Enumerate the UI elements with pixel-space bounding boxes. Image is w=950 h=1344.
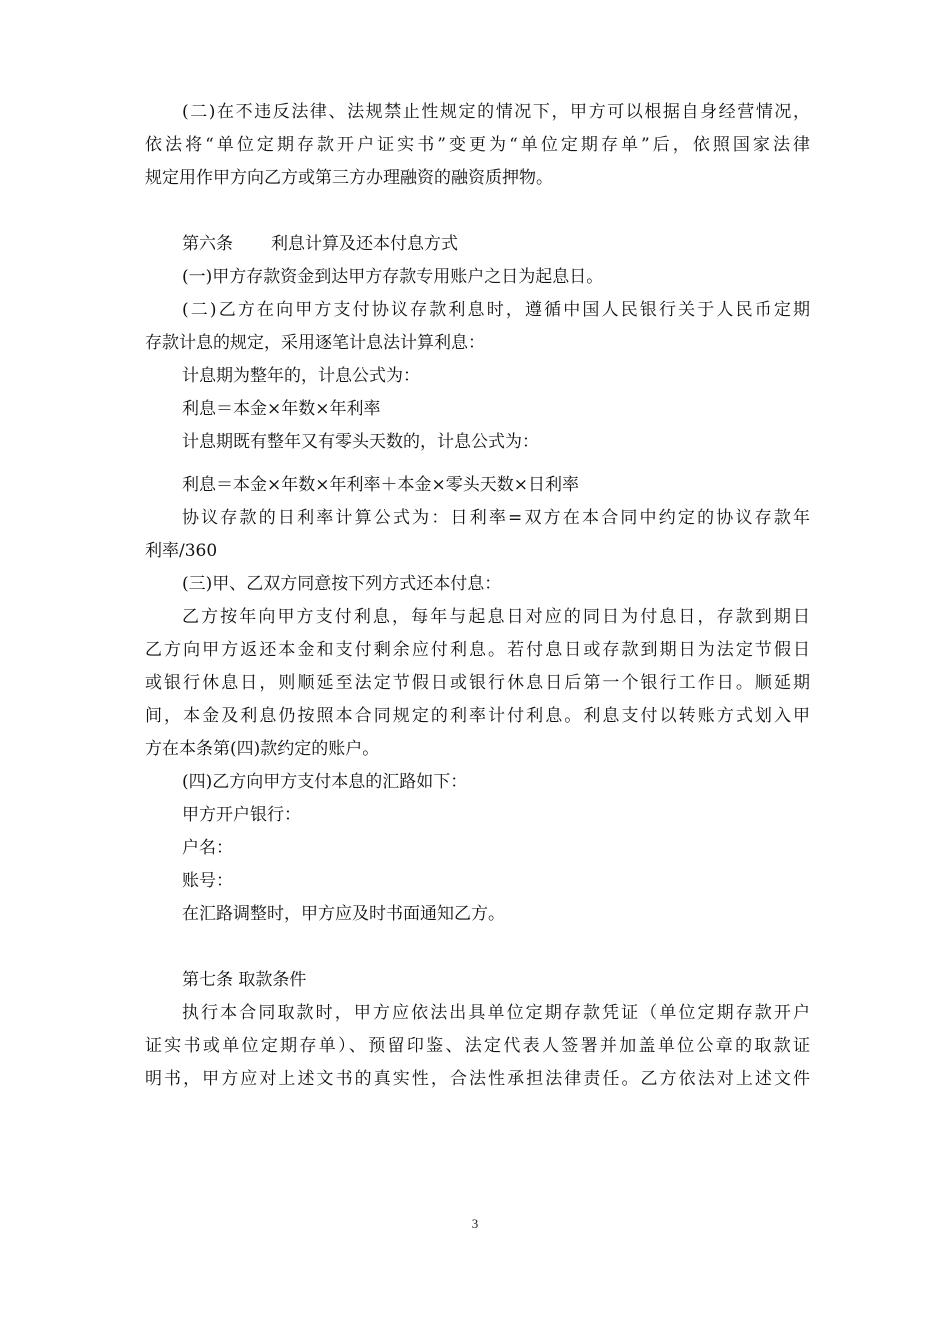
text-line: 方在本条第(四)款约定的账户。 [145,739,380,759]
field-label-account-number: 账号： [182,871,233,891]
text-line: 乙方按年向甲方支付利息，每年与起息日对应的同日为付息日，存款到期日 [182,607,810,627]
text-line: 执行本合同取款时，甲方应依法出具单位定期存款凭证（单位定期存款开户 [182,1003,810,1023]
article-title: 利息计算及还本付息方式 [271,234,458,254]
formula-gap [145,459,810,469]
text-line: 间，本金及利息仍按照本合同规定的利率计付利息。利息支付以转账方式划入甲 [145,706,810,726]
text-line: 存款计息的规定，采用逐笔计息法计算利息： [145,333,485,353]
text-line: 证实书或单位定期存单）、预留印鉴、法定代表人签署并加盖单位公章的取款证 [145,1036,810,1056]
paragraph-gap [145,931,810,964]
text-line: 计息期为整年的，计息公式为： [182,366,420,386]
formula-line: 利息＝本金×年数×年利率 [182,399,381,419]
text-line: 协议存款的日利率计算公式为：日利率=双方在本合同中约定的协议存款年 [182,508,810,528]
text-line: 依法将“单位定期存款开户证实书”变更为“单位定期存单”后，依照国家法律 [145,135,810,155]
text-line: (三)甲、乙双方同意按下列方式还本付息： [182,574,502,594]
formula-line: 利息＝本金×年数×年利率＋本金×零头天数×日利率 [182,475,579,495]
page-number: 3 [471,1216,479,1231]
paragraph-gap [145,195,810,228]
text-line: 在汇路调整时，甲方应及时书面通知乙方。 [182,904,505,924]
article-number: 第六条 [182,234,233,254]
field-label-account-name: 户名： [182,838,233,858]
text-line: 利率/360 [145,541,218,561]
article-heading-7: 第七条 取款条件 [182,970,307,990]
text-line: (四)乙方向甲方支付本息的汇路如下： [182,772,468,792]
text-line: 明书，甲方应对上述文书的真实性，合法性承担法律责任。乙方依法对上述文件 [145,1069,810,1089]
text-line: 乙方向甲方返还本金和支付剩余应付利息。若付息日或存款到期日为法定节假日 [145,640,810,660]
document-page [145,96,810,1096]
text-line: 规定用作甲方向乙方或第三方办理融资的融资质押物。 [145,168,553,188]
text-line: 计息期既有整年又有零头天数的，计息公式为： [182,432,539,452]
text-line: (二)在不违反法律、法规禁止性规定的情况下，甲方可以根据自身经营情况， [182,102,810,122]
text-line: (一)甲方存款资金到达甲方存款专用账户之日为起息日。 [182,267,604,287]
article-heading-6 [145,228,810,261]
text-line: (二)乙方在向甲方支付协议存款利息时，遵循中国人民银行关于人民币定期 [182,300,810,320]
text-line: 或银行休息日，则顺延至法定节假日或银行休息日后第一个银行工作日。顺延期 [145,673,810,693]
field-label-bank: 甲方开户银行： [182,805,301,825]
